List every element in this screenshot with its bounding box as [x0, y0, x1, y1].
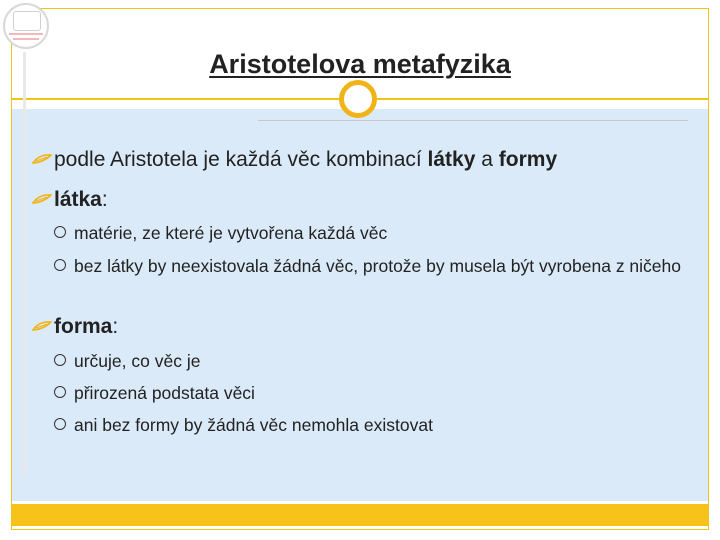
bullet-text-part: podle Aristotela je každá věc kombinací: [54, 148, 428, 171]
bottom-bar: [12, 504, 708, 526]
bullet-bold-part: látky: [427, 148, 476, 171]
logo-building-icon: [13, 11, 41, 31]
ring-ornament: [339, 80, 377, 118]
sub-bullet-text: určuje, co věc je: [74, 351, 201, 371]
logo-text-stripe: [13, 38, 39, 40]
bullet-bold-part: látka: [54, 188, 102, 211]
logo-vertical-line: [23, 52, 26, 476]
circle-bullet-icon: [54, 226, 66, 238]
sub-bullet-item: [54, 414, 694, 438]
sub-bullet-item: [54, 382, 694, 406]
bullet-leaf-icon: [32, 187, 54, 211]
circle-bullet-icon: [54, 386, 66, 398]
content-divider: [258, 120, 688, 121]
bullet-leaf-icon: [32, 314, 54, 338]
circle-bullet-icon: [54, 418, 66, 430]
bullet-text-part: :: [112, 315, 119, 338]
bullet-leaf-icon: [32, 147, 54, 171]
sub-bullet-item: [54, 350, 694, 374]
logo-text-stripe: [9, 33, 43, 35]
sub-bullet-text: bez látky by neexistovala žádná věc, protože by musela být vyrobena z ničeho: [74, 256, 682, 276]
sub-bullet-text: matérie, ze které je vytvořena každá věc: [74, 223, 388, 243]
sub-bullet-text: ani bez formy by žádná věc nemohla existovat: [74, 415, 433, 435]
university-logo-icon: [3, 3, 49, 49]
bullet-item: [32, 148, 557, 172]
bullet-text-part: :: [101, 188, 108, 211]
circle-bullet-icon: [54, 259, 66, 271]
sub-bullet-text: přirozená podstata věci: [74, 383, 255, 403]
bullet-text-part: a: [475, 148, 499, 171]
slide-title: Aristotelova metafyzika: [209, 49, 511, 79]
bullet-bold-part: formy: [498, 148, 558, 171]
circle-bullet-icon: [54, 354, 66, 366]
bullet-bold-part: forma: [54, 315, 113, 338]
sub-bullet-item: [54, 222, 694, 246]
bullet-item: [32, 315, 118, 339]
sub-bullet-item: [54, 255, 694, 303]
bullet-item: [32, 188, 108, 212]
